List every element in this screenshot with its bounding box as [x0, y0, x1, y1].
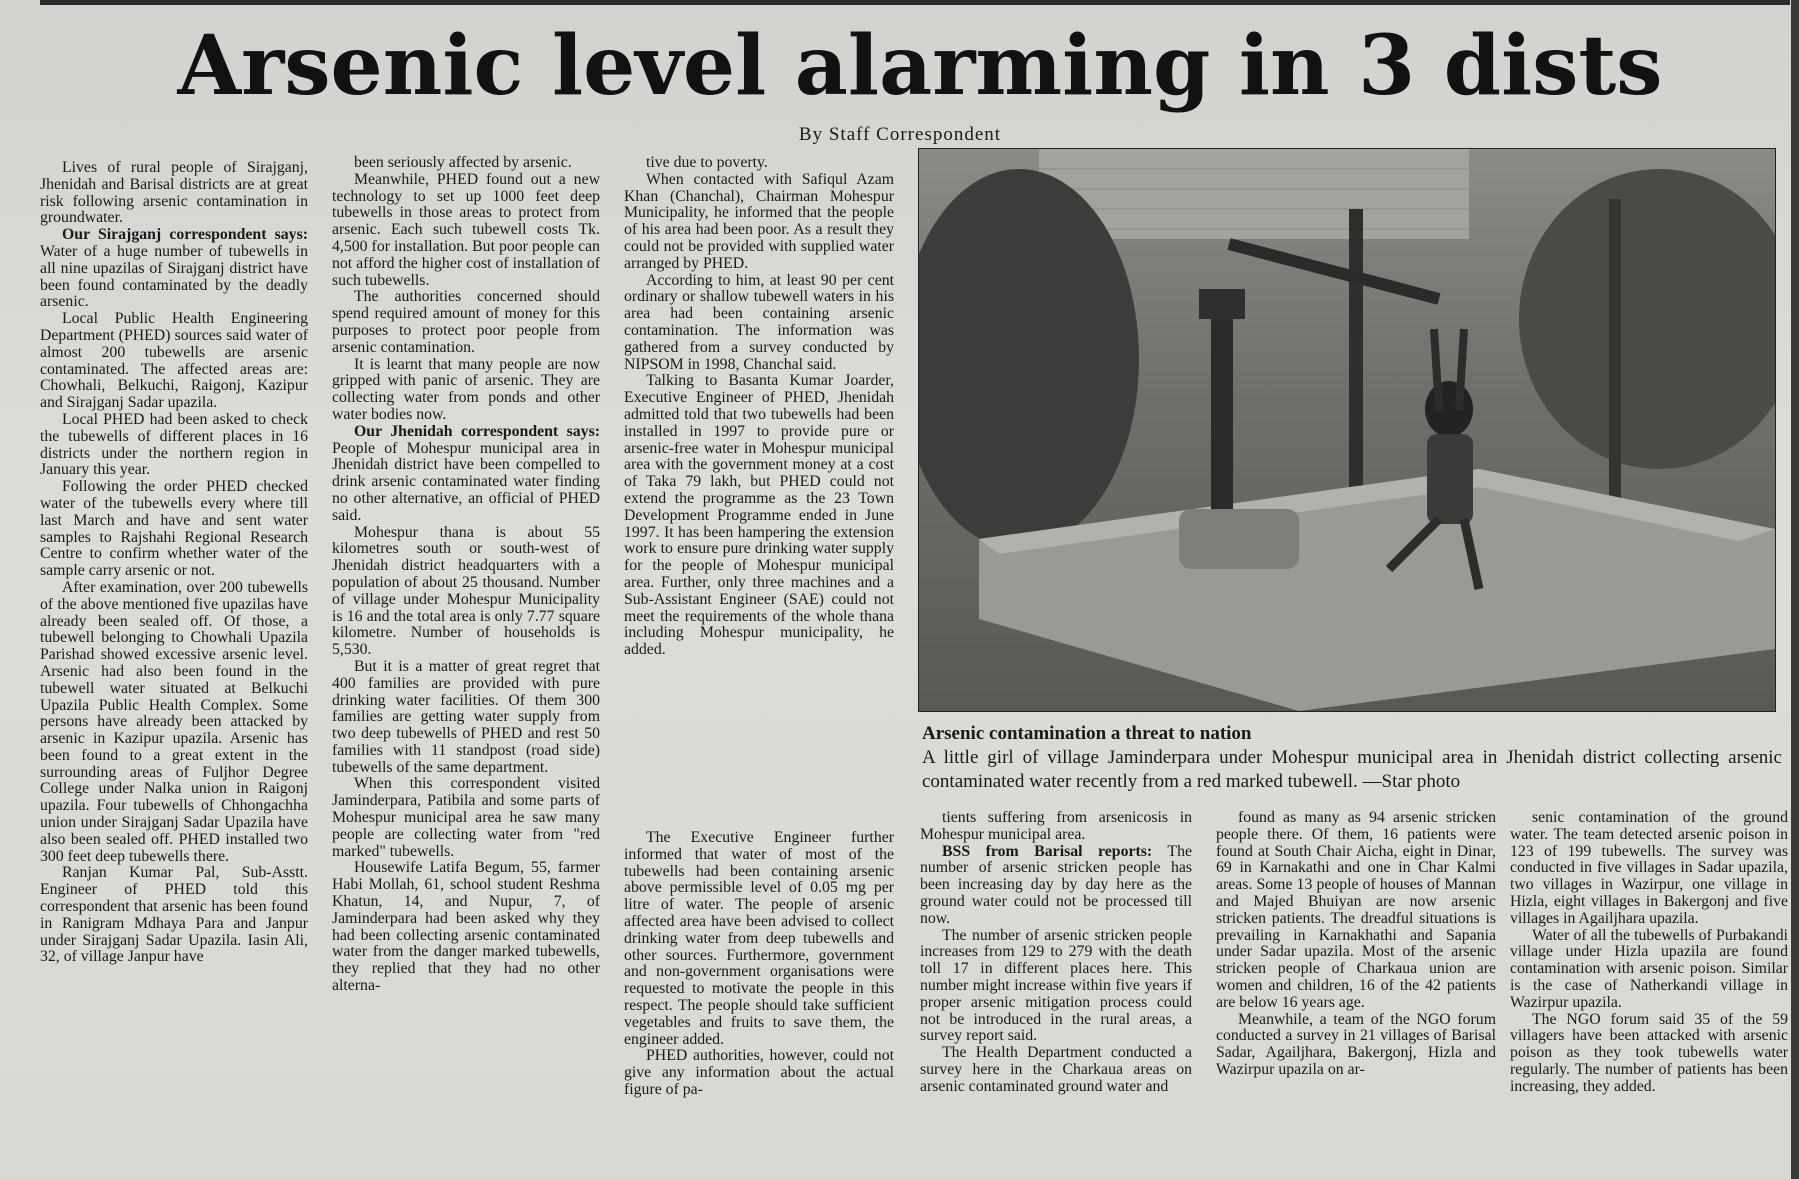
- photo-illustration: [919, 149, 1775, 711]
- article-column-2: [332, 155, 600, 1175]
- article-paragraph: Meanwhile, a team of the NGO forum conducted a survey in 21 villages of Barisal Sadar, Agailjhara, Bakergonj, Hizla and Wazirpur upazila on ar-: [1216, 1010, 1496, 1078]
- article-paragraph: When this correspondent visited Jaminderpara, Patibila and some parts of Mohespur municipal area he saw many people are collecting water from "red marked" tubewells.: [332, 775, 600, 860]
- article-paragraph: [332, 424, 600, 525]
- article-paragraph: Housewife Latifa Begum, 55, farmer Habi Mollah, 61, school student Reshma Khatun, 14, and Nupur, 7, of Jaminderpara had been asked why they had been collecting arsenic contaminated water from the danger marked tubewells, they replied that they had no other alterna-: [332, 859, 600, 995]
- correspondent-lead: Our Sirajganj correspondent says:: [62, 226, 308, 244]
- article-paragraph: The authorities concerned should spend required amount of money for this purposes to protect poor people from arsenic contamination.: [332, 288, 600, 356]
- article-paragraph: Following the order PHED checked water of the tubewells every where till last March and have and sent water samples to Rajshahi Regional Research Centre to confirm whether water of the sample carry arsenic or not.: [40, 478, 308, 580]
- article-paragraph: tive due to poverty.: [646, 155, 768, 171]
- article-column-3-continued: [624, 830, 894, 1175]
- tubewell-pump: [1211, 299, 1233, 519]
- article-paragraph: Water of all the tubewells of Purbakandi village under Hizla upazila are found contamination with arsenic poison. Similar is the case of Natherkandi village in Wazirpur upazila.: [1510, 926, 1788, 1011]
- article-paragraph: The Executive Engineer further informed that water of most of the tubewells had been containing arsenic above permissible level of 0.05 mg per litre of water. The people of arsenic affected area have been advised to collect drinking water from deep tubewells and other sources. Furthermore, government and non-government organisations were requested to motivate the people in this respect. The people should take sufficient vegetables and fruits to save them, the engineer added.: [624, 830, 894, 1048]
- byline: By Staff Correspondent: [798, 124, 1002, 145]
- news-photo: [918, 148, 1776, 712]
- article-paragraph: It is learnt that many people are now gripped with panic of arsenic. They are collecting water from ponds and other water bodies now.: [332, 355, 600, 423]
- article-paragraph: Meanwhile, PHED found out a new technology to set up 1000 feet deep tubewells in those areas to protect from arsenic. Each such tubewell costs Tk. 4,500 for installation. But poor people can not afford the higher cost of installation of such tubewells.: [332, 170, 600, 289]
- correspondent-lead: BSS from Barisal reports:: [942, 842, 1153, 860]
- article-paragraph: After examination, over 200 tubewells of the above mentioned five upazilas have already been sealed off. Of those, a tubewell belonging to Chowhali Upazila Parishad showed excessive arsenic level. Arsenic had also been found in the tubewell water situated at Belkuchi Upazila Public Health Complex. Some persons have already been attacked by arsenic in Kazipur upazila. Arsenic has been found to a great extent in the surrounding areas of Fuljhor Degree College under Nalka union in Raigonj upazila. Four tubewells of Chhongachha union under Sirajganj Sadar Upazila have also been sealed off. PHED installed two 300 feet deep tubewells there.: [40, 578, 308, 865]
- photo-caption-text: A little girl of village Jaminderpara under Mohespur municipal area in Jhenidah district collecting arsenic contaminated water recently from a red marked tubewell. —Star photo: [922, 747, 1782, 792]
- paragraph-text: People of Mohespur municipal area in Jhenidah district have been compelled to drink arsenic contaminated water finding no other alternative, an official of PHED said.: [332, 439, 600, 524]
- article-column-3: [624, 155, 894, 820]
- paragraph-text: The number of arsenic stricken people has been increasing day by day here as the ground water could not be processed till now.: [920, 842, 1192, 927]
- article-column-1: [40, 160, 308, 1175]
- article-paragraph: [40, 227, 308, 311]
- headline: Arsenic level alarming in 3 dists: [177, 18, 1663, 114]
- article-paragraph: Mohespur thana is about 55 kilometres south or south-west of Jhenidah district headquarters with a population of about 25 thousand. Number of village under Mohespur Municipality is 16 and the total area is only 7.77 square kilometre. Number of households is 5,530.: [332, 523, 600, 659]
- article-paragraph: Talking to Basanta Kumar Joarder, Executive Engineer of PHED, Jhenidah admitted told that two tubewells had been installed in 1997 to provide pure or arsenic-free water in Mohespur municipal area with the government money at a cost of Taka 79 lakh, but PHED could not extend the programme as the 23 Town Development Programme ended in June 1997. It has been hampering the extension work to ensure pure drinking water supply for the people of Mohespur municipal area. Further, only three machines and a Sub-Assistant Engineer (SAE) could not meet the requirements of the whole thana including Mohespur municipality, he added.: [624, 372, 894, 659]
- article-paragraph: been seriously affected by arsenic.: [354, 155, 572, 171]
- article-paragraph: When contacted with Safiqul Azam Khan (Chanchal), Chairman Mohespur Municipality, he informed that the people of his area had been poor. As a result they could not be provided with supplied water arranged by PHED.: [624, 170, 894, 272]
- paragraph-text: Water of a huge number of tubewells in all nine upazilas of Sirajganj district have been found contaminated by the deadly arsenic.: [40, 242, 308, 311]
- top-rule: [40, 0, 1790, 5]
- article-paragraph: Local Public Health Engineering Department (PHED) sources said water of almost 200 tubewells are arsenic contaminated. The affected areas are: Chowhali, Belkuchi, Raigonj, Kazipur and Sirajganj Sadar upazila.: [40, 310, 308, 412]
- article-paragraph: [920, 844, 1192, 928]
- article-paragraph: The Health Department conducted a survey here in the Charkaua areas on arsenic contaminated ground water and: [920, 1044, 1192, 1095]
- article-column-6: [1510, 810, 1788, 1175]
- article-column-4: [920, 810, 1192, 1175]
- article-paragraph: The NGO forum said 35 of the 59 villagers have been attacked with arsenic poison as they took tubewells water regularly. The number of patients has been increasing, they added.: [1510, 1010, 1788, 1095]
- article-column-5: [1216, 810, 1496, 1175]
- article-paragraph: But it is a matter of great regret that 400 families are provided with pure drinking water facilities. Of them 300 families are getting water supply from two deep tubewells of PHED and rest 50 families with 11 standpost (road side) tubewells of the same department.: [332, 657, 600, 776]
- pump-base: [1179, 509, 1299, 569]
- article-paragraph: Local PHED had been asked to check the tubewells of different places in 16 districts under the northern region in January this year.: [40, 410, 308, 479]
- article-paragraph: Ranjan Kumar Pal, Sub-Asstt. Engineer of PHED told this correspondent that arsenic has been found in Ranigram Mdhaya Para and Janpur under Sirajganj Sadar Upazila. Iasin Ali, 32, of village Janpur have: [40, 864, 308, 966]
- article-paragraph: senic contamination of the ground water. The team detected arsenic poison in 123 of 199 tubewells. The survey was conducted in five villages in Sadar upazila, two villages in Wazirpur, one village in Hizla, eight villages in Bakergonj and five villages in Agailjhara upazila.: [1510, 810, 1788, 927]
- page-edge: [1791, 0, 1799, 1179]
- article-paragraph: found as many as 94 arsenic stricken people there. Of them, 16 patients were found at South Chair Aicha, eight in Dinar, 69 in Karnakathi and one in Char Kalmi areas. Some 13 people of houses of Mannan and Majed Bhuiyan are now arsenic stricken patients. The dreadful situations is prevailing in Karnakhathi and Sapania under Sadar upazila. Most of the arsenic stricken people of Charkaua union are women and children, 16 of the 42 patients are below 16 years age.: [1216, 810, 1496, 1011]
- correspondent-lead: Our Jhenidah correspondent says:: [354, 422, 600, 440]
- article-paragraph: The number of arsenic stricken people increases from 129 to 279 with the death toll 17 in different places here. This number might increase within five years if proper arsenic mitigation process could not be introduced in the rural areas, a survey report said.: [920, 926, 1192, 1045]
- article-paragraph: PHED authorities, however, could not give any information about the actual figure of pa-: [624, 1047, 894, 1098]
- article-paragraph: Lives of rural people of Sirajganj, Jhenidah and Barisal districts are at great risk following arsenic contamination in groundwater.: [40, 160, 308, 227]
- article-paragraph: According to him, at least 90 per cent ordinary or shallow tubewell waters in his area had been containing arsenic contamination. The information was gathered from a survey conducted by NIPSOM in 1998, Chanchal said.: [624, 271, 894, 373]
- photo-caption-title: Arsenic contamination a threat to nation: [922, 723, 1252, 744]
- article-paragraph: tients suffering from arsenicosis in Mohespur municipal area.: [920, 810, 1192, 843]
- girl-figure: [1427, 434, 1473, 524]
